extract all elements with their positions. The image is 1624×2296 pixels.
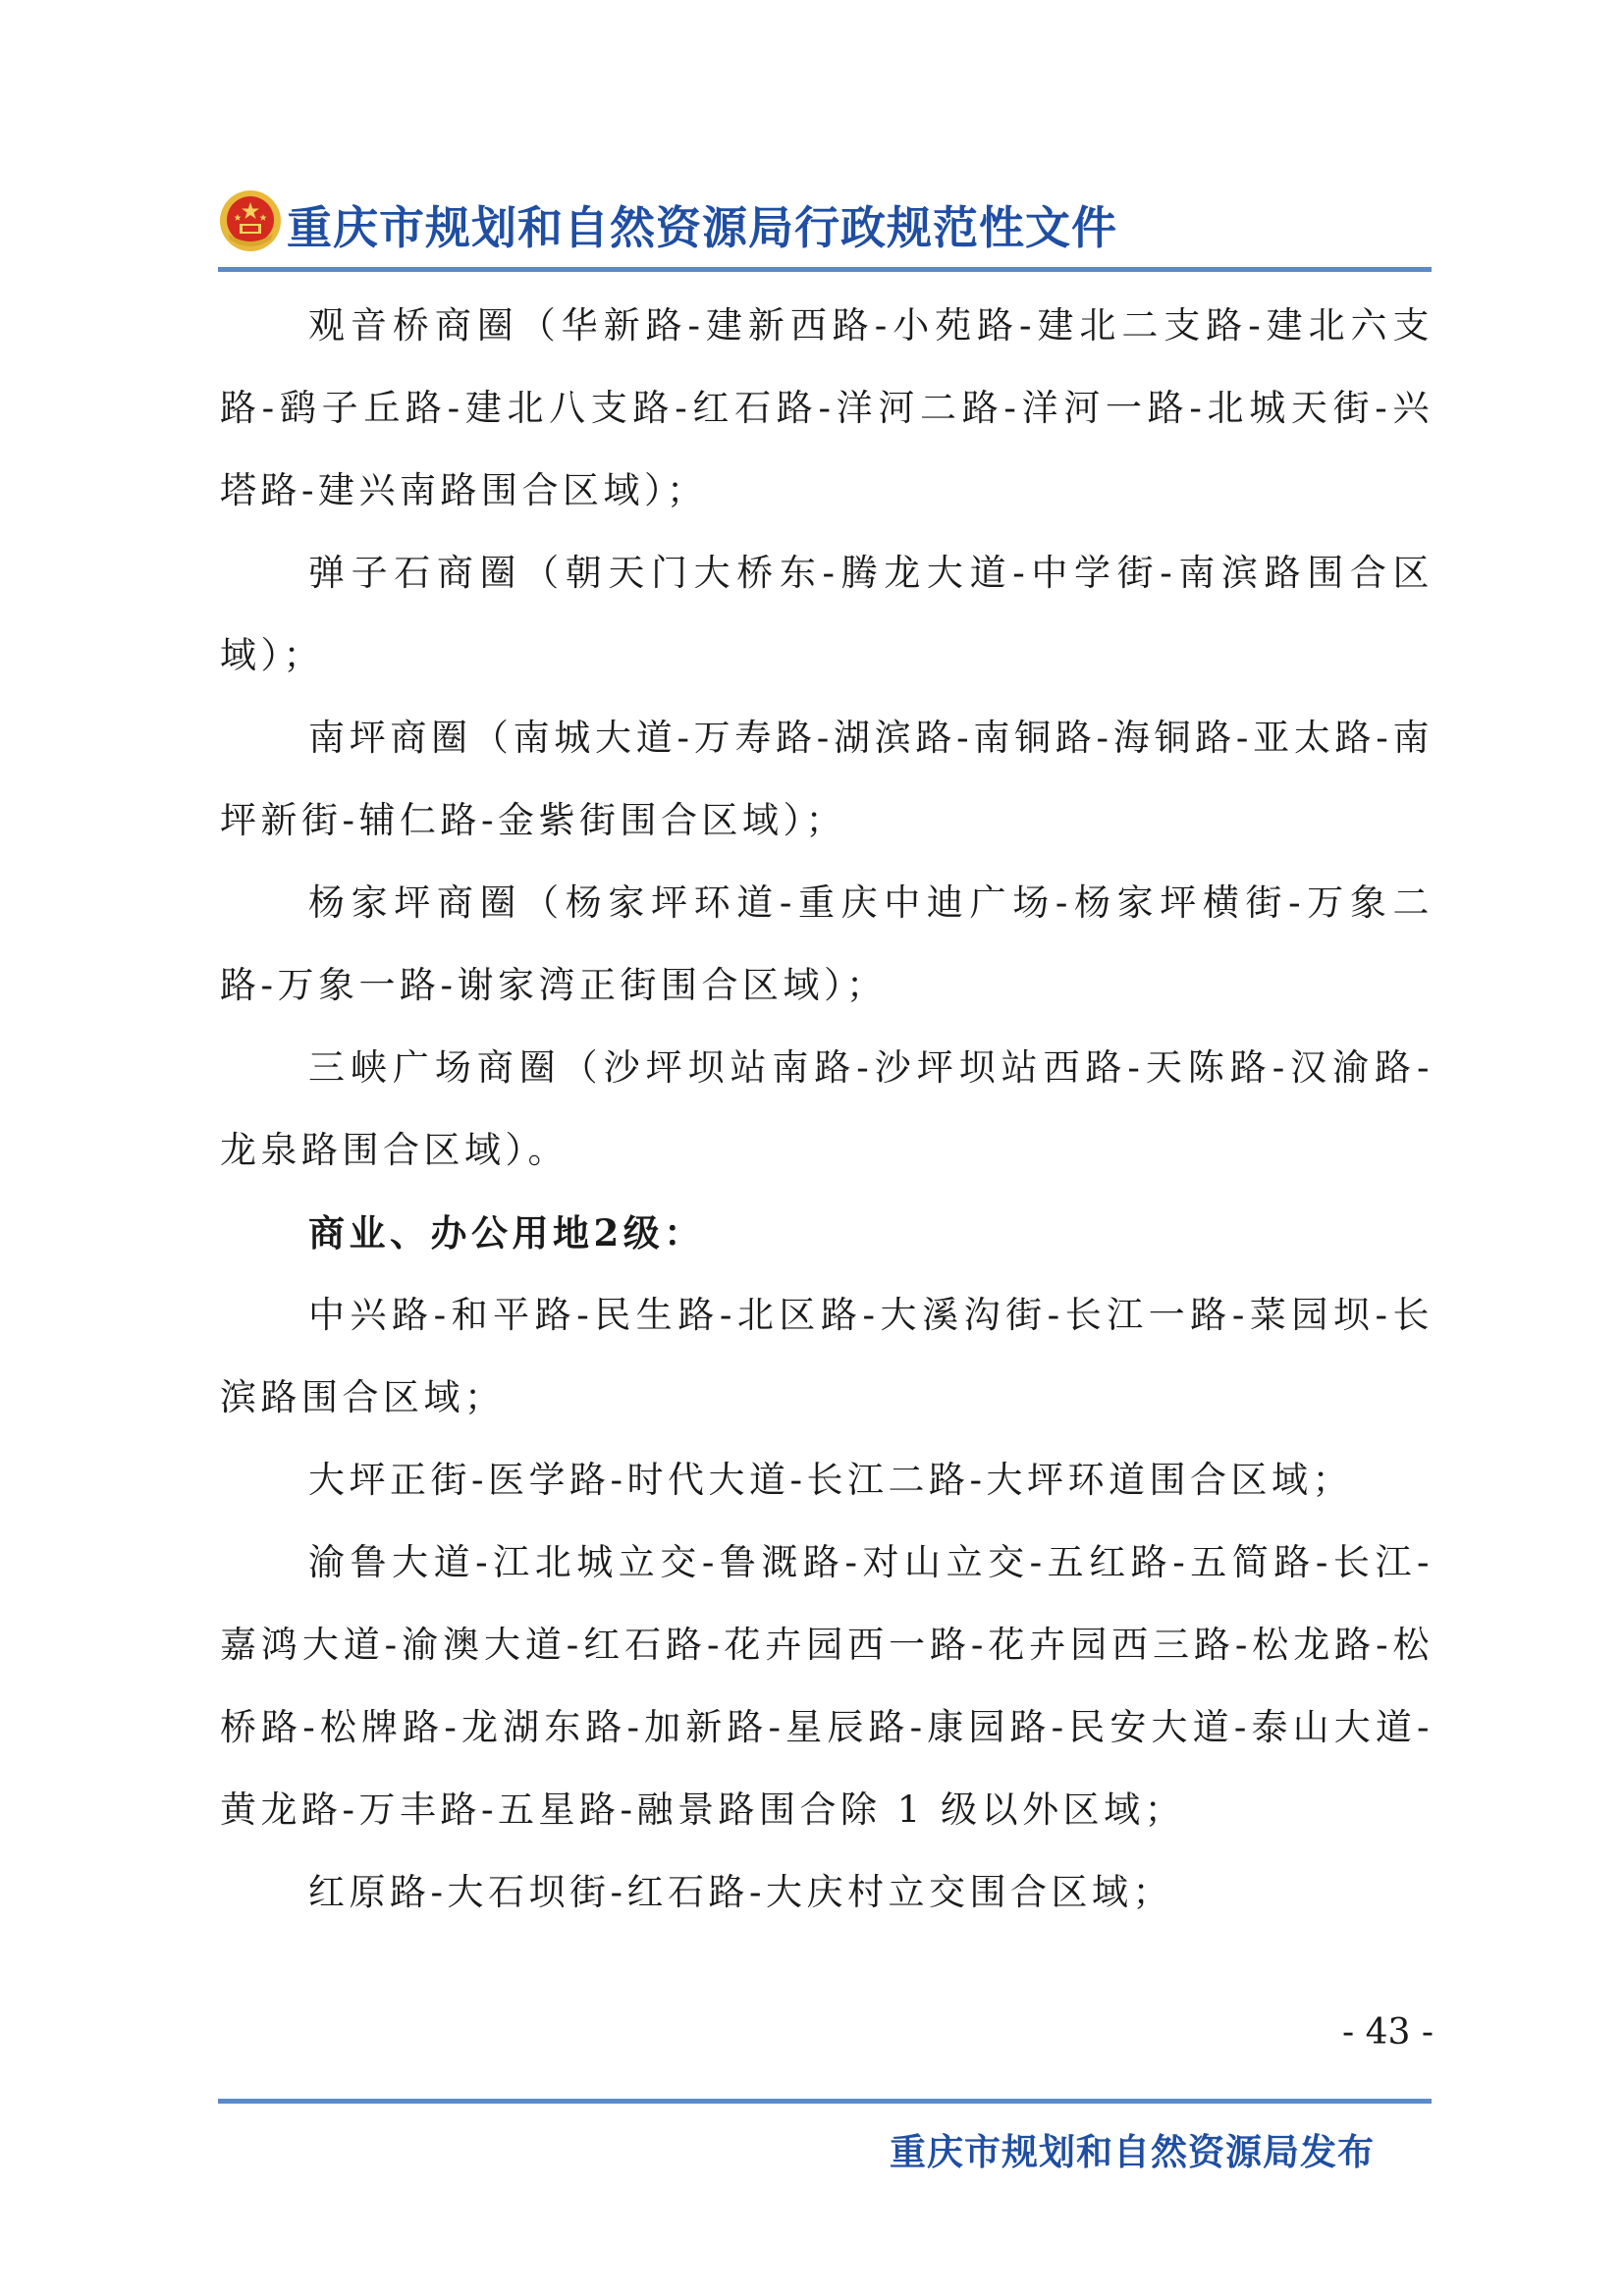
section-heading: 商业、办公用地2级：	[308, 1211, 705, 1255]
paragraph: 三峡广场商圈（沙坪坝站南路-沙坪坝站西路-天陈路-汉渝路-龙泉路围合区域）。	[220, 1046, 1434, 1171]
paragraph: 大坪正街-医学路-时代大道-长江二路-大坪环道围合区域；	[308, 1459, 1354, 1501]
national-emblem-icon	[218, 188, 283, 253]
document-header	[218, 181, 1432, 275]
paragraph: 弹子石商圈（朝天门大桥东-腾龙大道-中学街-南滨路围合区域）；	[220, 552, 1434, 676]
paragraph: 南坪商圈（南城大道-万寿路-湖滨路-南铜路-海铜路-亚太路-南坪新街-辅仁路-金紫街围合区域）；	[220, 717, 1434, 841]
header-divider	[218, 267, 1432, 272]
paragraph: 中兴路-和平路-民生路-北区路-大溪沟街-长江一路-菜园坝-长滨路围合区域；	[220, 1294, 1434, 1418]
footer-publisher: 重庆市规划和自然资源局发布	[890, 2131, 1375, 2173]
paragraph: 红原路-大石坝街-红石路-大庆村立交围合区域；	[308, 1871, 1174, 1913]
header-title: 重庆市规划和自然资源局行政规范性文件	[287, 201, 1117, 254]
document-body	[220, 285, 1434, 1934]
paragraph: 渝鲁大道-江北城立交-鲁溉路-对山立交-五红路-五简路-长江-嘉鸿大道-渝澳大道-红石路-花卉园西一路-花卉园西三路-松龙路-松桥路-松牌路-龙湖东路-加新路-星辰路-康园路-民安大道-泰山大道-黄龙路-万丰路-五星路-融景路围合除 1 级以外区域；	[220, 1541, 1434, 1831]
page-number: - 43 -	[1341, 2012, 1434, 2053]
paragraph: 杨家坪商圈（杨家坪环道-重庆中迪广场-杨家坪横街-万象二路-万象一路-谢家湾正街围合区域）；	[220, 881, 1434, 1006]
footer-divider	[218, 2099, 1432, 2104]
paragraph: 观音桥商圈（华新路-建新西路-小苑路-建北二支路-建北六支路-鹞子丘路-建北八支路-红石路-洋河二路-洋河一路-北城天街-兴塔路-建兴南路围合区域）；	[220, 304, 1434, 511]
